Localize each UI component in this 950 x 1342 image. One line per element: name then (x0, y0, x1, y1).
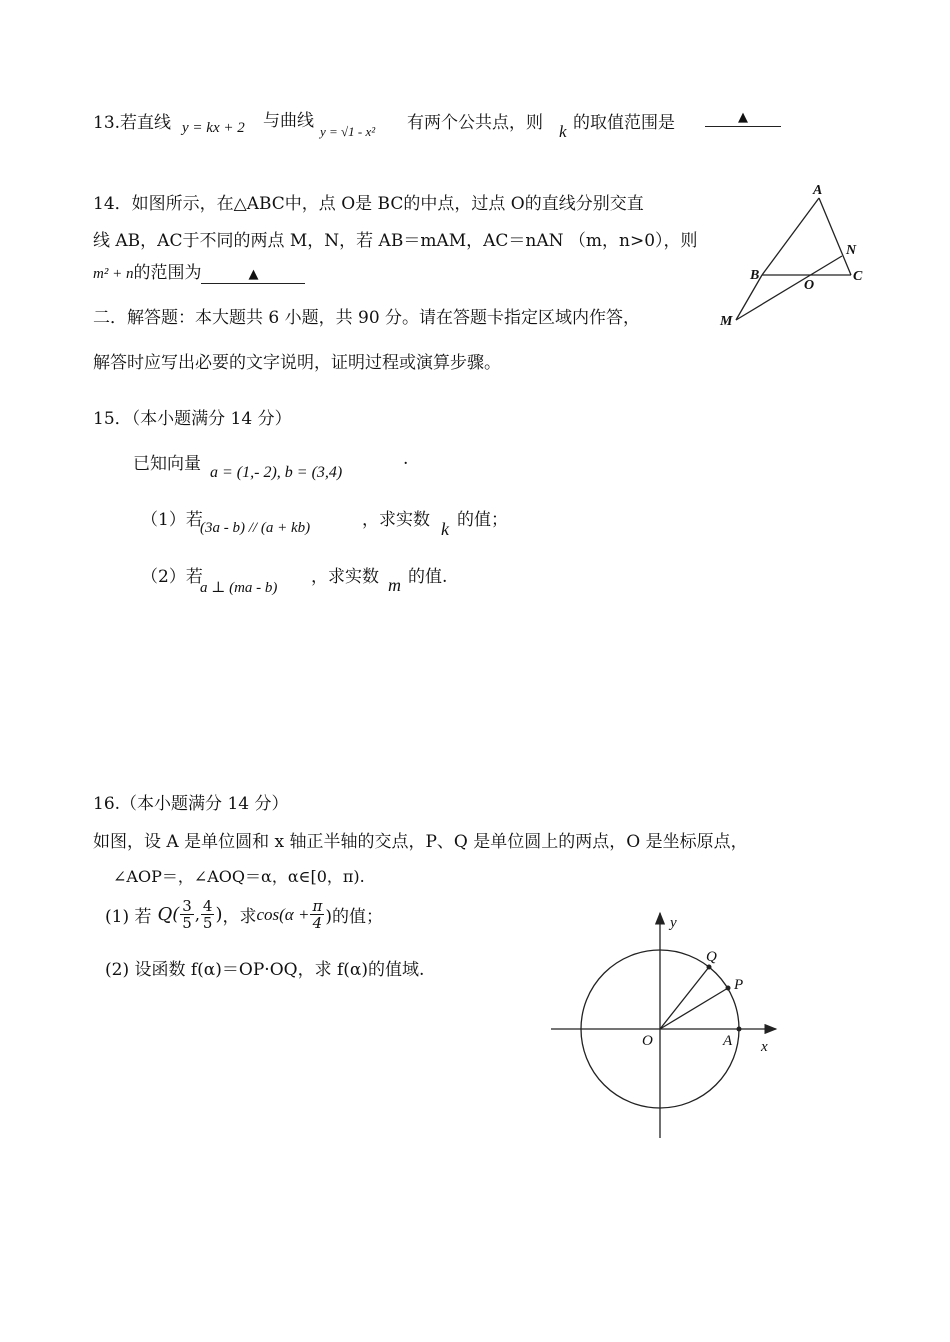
q16-frac1-numerator: 3 (182, 897, 192, 915)
q16-frac2-denominator: 5 (202, 914, 213, 932)
q13-answer-blank (705, 106, 781, 127)
q16-pi-numerator: π (312, 897, 323, 915)
q16-point-p (726, 986, 731, 991)
q14-triangle-figure (710, 180, 880, 330)
q16-unit-circle-figure (545, 905, 785, 1145)
q16-part1-cos: cos(α + (256, 904, 310, 924)
q13-triangle-mark: ▲ (738, 110, 748, 125)
q16-line-1: 如图，设 A 是单位圆和 x 轴正半轴的交点，P、Q 是单位圆上的两点，O 是坐标原点， (93, 832, 748, 852)
q15-part2-variable-m: m (388, 575, 401, 595)
q13-curve-equation: y = √1 - x² (320, 124, 376, 139)
q16-segment-oq (660, 967, 709, 1029)
q16-part1-q-open: Q( (157, 904, 180, 925)
q16-label-q: Q (706, 949, 717, 965)
q16-part1-text: ，求 (222, 907, 257, 927)
q16-part1-label: (1) 若 (105, 907, 152, 927)
q15-part1-label: （1）若 (141, 510, 203, 530)
q16-frac2-numerator: 4 (202, 897, 213, 915)
q14-segment-mn (736, 256, 842, 320)
section2-line-1: 二．解答题：本大题共 6 小题，共 90 分。请在答题卡指定区域内作答， (93, 308, 641, 328)
q14-triangle-mark: ▲ (248, 267, 259, 282)
q16-part1-fraction-2 (201, 898, 215, 931)
q15-given-text: 已知向量 (133, 454, 201, 474)
q14-line-2: 线 AB，AC于不同的两点 M，N，若 AB＝mAM，AC＝nAN （m，n>0），则 (93, 231, 698, 251)
q14-segment-ab (762, 198, 819, 275)
q16-label-y: y (670, 915, 677, 931)
q15-part2-text: ，求实数 (311, 567, 379, 587)
section2-line-2: 解答时应写出必要的文字说明，证明过程或演算步骤。 (93, 353, 501, 373)
q14-label-a: A (813, 183, 823, 198)
q15-given-vectors: a = (1,- 2), b = (3,4) (210, 464, 343, 481)
q16-frac1-denominator: 5 (182, 914, 192, 932)
q16-line-2: ∠AOP＝，∠AOQ＝α，α∈[0，π). (113, 867, 365, 886)
q16-part2: (2) 设函数 f(α)＝OP·OQ，求 f(α)的值域. (105, 960, 425, 980)
q15-part2-condition: a ⊥ (ma - b) (200, 580, 278, 596)
q13-number: 13. (93, 113, 121, 133)
q16-point-a (737, 1027, 742, 1032)
q14-line-3 (93, 258, 305, 284)
q15-part2-label: （2）若 (141, 567, 203, 587)
q15-given-end: . (403, 449, 409, 469)
q13-text-3: 有两个公共点，则 (407, 113, 543, 133)
q16-part1: (1) 若 Q( $\frac{3}{5}$ , $\frac{4}{5}$ ) ，求 cos(α + $\frac{\pi}{4}$ )的值； (105, 897, 383, 932)
q16-segment-op (660, 988, 728, 1029)
q13-line (93, 108, 171, 133)
q16-point-q (707, 965, 712, 970)
q16-label-o: O (642, 1033, 653, 1049)
q14-label-c: C (853, 269, 863, 284)
q15-part1-condition: (3a - b) // (a + kb) (200, 520, 311, 536)
q14-label-n: N (846, 243, 857, 258)
q14-line-1 (93, 189, 644, 214)
q16-part1-end: )的值； (325, 907, 383, 927)
q14-label-b: B (750, 268, 760, 283)
q16-part1-q-close: ) (215, 904, 223, 925)
q15-part1-text: ，求实数 (362, 510, 430, 530)
q14-text-after: 的范围为 (133, 263, 202, 283)
q14-expression: m² + n (93, 266, 134, 282)
q14-number: 14． (93, 194, 132, 214)
q14-answer-blank (201, 263, 305, 284)
q16-pi-denominator: 4 (312, 914, 323, 932)
q16-label-a: A (723, 1033, 733, 1049)
q16-label-x: x (761, 1039, 768, 1055)
q13-text-1: 若直线 (120, 113, 172, 133)
q15-part2-end: 的值. (408, 567, 448, 587)
q15-part1-end: 的值； (457, 510, 508, 530)
q13-text-2: 与曲线 (263, 111, 314, 131)
q13-line-equation: y = kx + 2 (182, 120, 245, 136)
q14-text-1: 如图所示，在△ABC中，点 O是 BC的中点，过点 O的直线分别交直 (131, 194, 644, 214)
q14-label-o: O (804, 278, 815, 293)
q16-header: 16.（本小题满分 14 分） (93, 794, 289, 814)
q15-part1-variable-k: k (441, 519, 449, 539)
q16-part1-fraction-1 (180, 898, 194, 931)
q15-header: 15．（本小题满分 14 分） (93, 409, 292, 429)
q14-label-m: M (720, 314, 733, 329)
q13-k: k (559, 122, 567, 141)
q13-text-4: 的取值范围是 (573, 113, 675, 133)
q16-part1-pi-fraction (310, 898, 324, 931)
q14-segment-ac (819, 198, 851, 275)
q16-label-p: P (734, 977, 744, 993)
